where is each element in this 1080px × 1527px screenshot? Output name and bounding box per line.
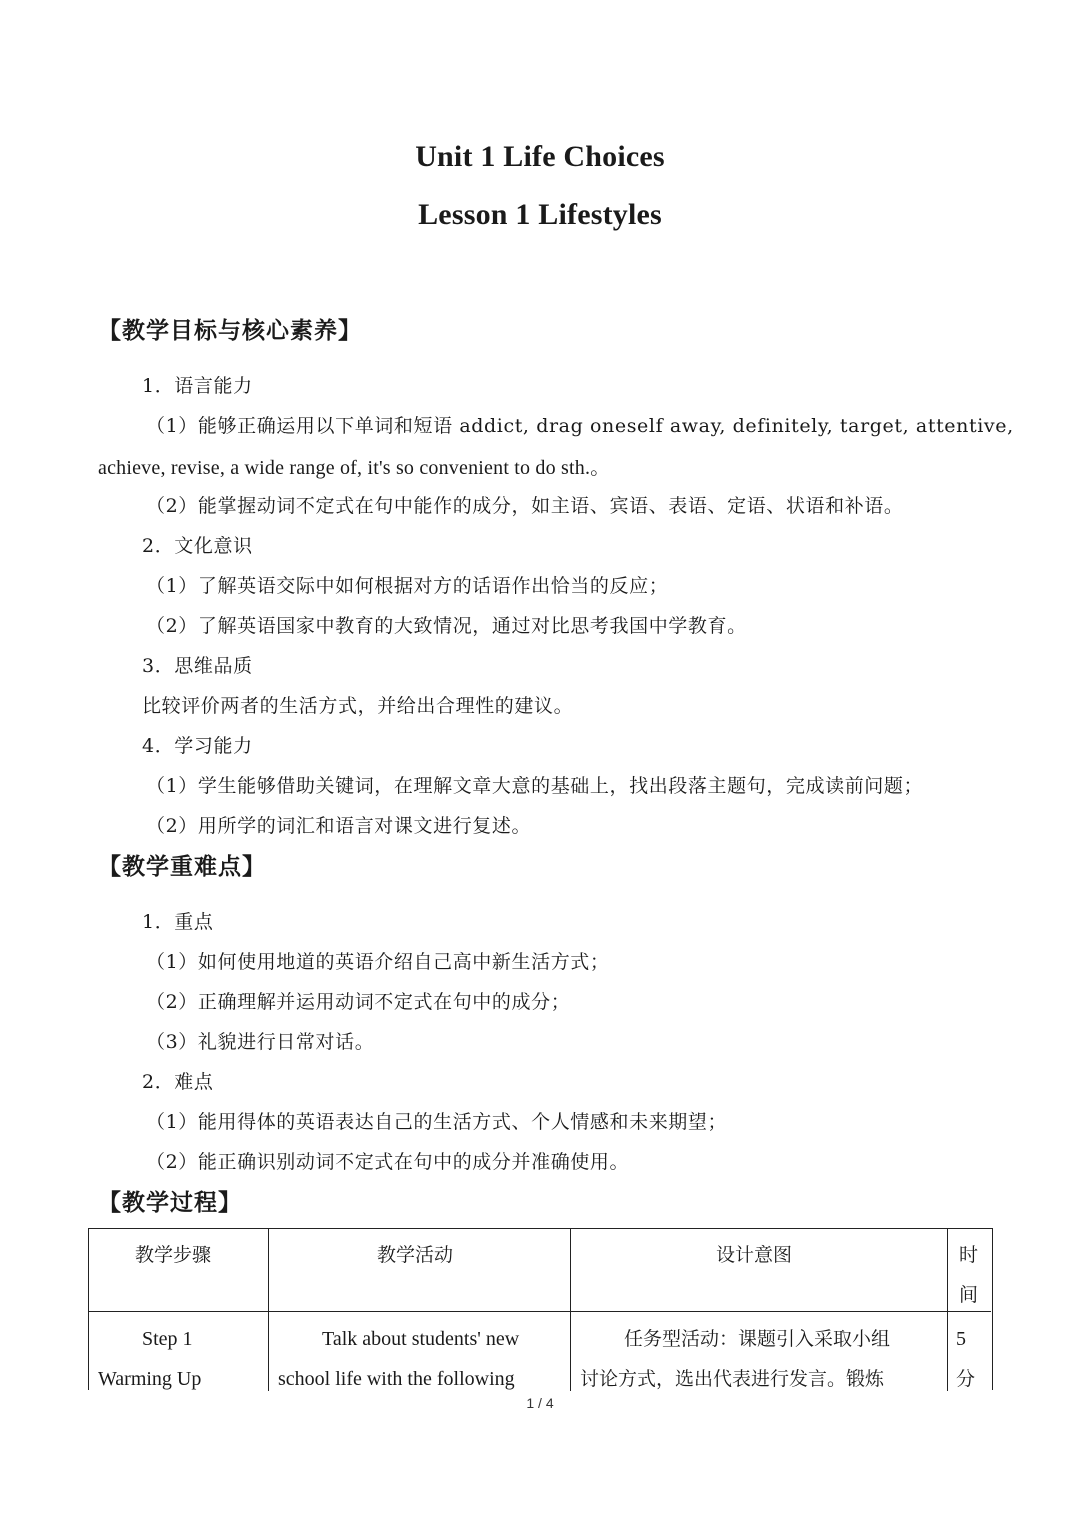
objective-line: 2．文化意识 (142, 535, 253, 557)
key-point-line: （1）能用得体的英语表达自己的生活方式、个人情感和未来期望； (146, 1111, 728, 1133)
section-heading-key-points: 【教学重难点】 (98, 854, 266, 880)
objective-line: （2）用所学的词汇和语言对课文进行复述。 (146, 815, 532, 837)
objective-line: （1）能够正确运用以下单词和短语 addict, drag oneself away, definitely, target, attentive, (146, 415, 1014, 437)
table-cell-intent: 讨论方式，选出代表进行发言。锻炼 (580, 1368, 885, 1390)
unit-title: Unit 1 Life Choices (415, 140, 665, 173)
objective-line: 比较评价两者的生活方式，并给出合理性的建议。 (142, 695, 574, 717)
key-point-line: （2）能正确识别动词不定式在句中的成分并准确使用。 (146, 1151, 630, 1173)
process-table (88, 1228, 993, 1390)
objective-line: 4．学习能力 (142, 735, 253, 757)
table-cell-intent: 任务型活动：课题引入采取小组 (624, 1328, 891, 1350)
key-point-line: （2）正确理解并运用动词不定式在句中的成分； (146, 991, 571, 1013)
table-column-divider (268, 1229, 269, 1391)
table-column-divider (947, 1229, 948, 1391)
key-point-line: 1．重点 (142, 911, 214, 933)
table-cell-time: 5 (956, 1328, 966, 1350)
key-point-line: （1）如何使用地道的英语介绍自己高中新生活方式； (146, 951, 610, 973)
table-column-divider (570, 1229, 571, 1391)
table-cell-activity: Talk about students' new (322, 1328, 520, 1350)
objective-line: （1）学生能够借助关键词，在理解文章大意的基础上，找出段落主题句，完成读前问题； (146, 775, 924, 797)
table-cell-step: Step 1 (142, 1328, 193, 1350)
table-header-step: 教学步骤 (135, 1244, 212, 1266)
table-header-activity: 教学活动 (377, 1244, 454, 1266)
table-cell-time: 分 (956, 1368, 976, 1390)
objective-line: achieve, revise, a wide range of, it's so convenient to do sth.。 (98, 457, 611, 479)
table-row-divider (89, 1311, 991, 1312)
key-point-line: 2．难点 (142, 1071, 214, 1093)
objective-line: （1）了解英语交际中如何根据对方的话语作出恰当的反应； (146, 575, 669, 597)
lesson-title: Lesson 1 Lifestyles (418, 198, 662, 231)
objective-line: （2）能掌握动词不定式在句中能作的成分，如主语、宾语、表语、定语、状语和补语。 (146, 495, 904, 517)
table-header-time-2: 间 (959, 1284, 979, 1306)
table-header-time-1: 时 (959, 1244, 979, 1266)
objective-line: （2）了解英语国家中教育的大致情况，通过对比思考我国中学教育。 (146, 615, 747, 637)
page-number: 1 / 4 (526, 1395, 554, 1411)
section-heading-objectives: 【教学目标与核心素养】 (98, 318, 362, 344)
table-cell-activity: school life with the following (278, 1368, 515, 1390)
key-point-line: （3）礼貌进行日常对话。 (146, 1031, 375, 1053)
table-cell-step: Warming Up (98, 1368, 202, 1390)
table-header-intent: 设计意图 (716, 1244, 793, 1266)
section-heading-process: 【教学过程】 (98, 1190, 242, 1216)
objective-line: 3．思维品质 (142, 655, 253, 677)
objective-line: 1．语言能力 (142, 375, 253, 397)
